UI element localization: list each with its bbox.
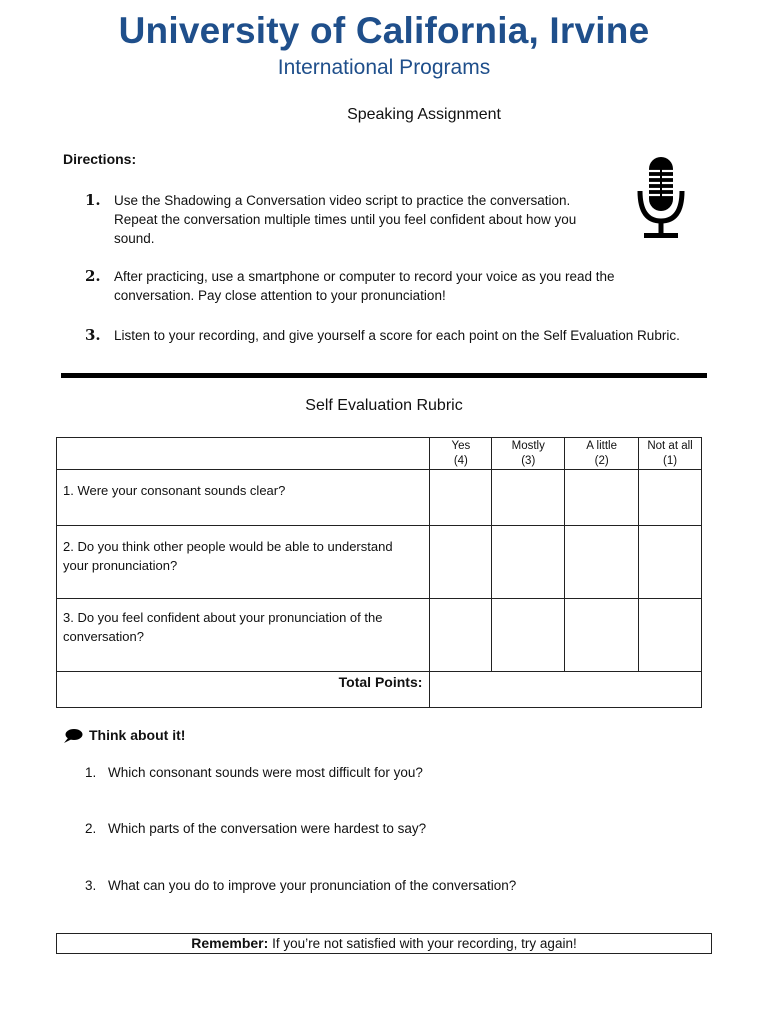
question-number: 3. <box>85 878 97 893</box>
remember-label: Remember: <box>191 935 269 951</box>
column-header-not-at-all <box>639 438 702 470</box>
score-cell-not-at-all[interactable] <box>639 599 702 672</box>
university-title: University of California, Irvine <box>118 10 650 51</box>
column-points: (4) <box>453 455 468 467</box>
rubric-table <box>56 437 702 708</box>
column-points: (1) <box>663 455 678 467</box>
step-text-line: Repeat the conversation multiple times until you feel confident about how you <box>114 212 577 227</box>
table-row <box>57 526 702 599</box>
question-line: 2. Do you think other people would be able to understand <box>63 539 393 554</box>
score-cell-not-at-all[interactable] <box>639 470 702 526</box>
step-number: 3. <box>85 326 101 344</box>
rubric-question <box>57 599 430 672</box>
question-line: 1. Were your consonant sounds clear? <box>63 483 286 498</box>
question-text: Which consonant sounds were most difficult for you? <box>108 765 423 780</box>
score-cell-a-little[interactable] <box>565 599 639 672</box>
step-text: Listen to your recording, and give yourself a score for each point on the Self Evaluation Rubric. <box>114 328 680 343</box>
rubric-question <box>57 526 430 599</box>
score-cell-yes[interactable] <box>430 599 492 672</box>
question-number: 1. <box>85 765 97 780</box>
remember-text: If you’re not satisfied with your recording, try again! <box>272 936 577 951</box>
column-label: Not at all <box>647 440 693 452</box>
section-divider <box>61 373 707 378</box>
total-points-field[interactable] <box>430 672 702 708</box>
column-header-yes <box>430 438 492 470</box>
speech-bubble-icon <box>63 728 83 744</box>
question-line: your pronunciation? <box>63 558 178 573</box>
rubric-question <box>57 470 430 526</box>
step-text-line: conversation. Pay close attention to your pronunciation! <box>114 288 446 303</box>
microphone-icon <box>634 155 688 243</box>
step-text <box>114 191 674 248</box>
score-cell-yes[interactable] <box>430 526 492 599</box>
step-text-line: Use the Shadowing a Conversation video script to practice the conversation. <box>114 193 571 208</box>
assignment-title: Speaking Assignment <box>347 106 501 123</box>
score-cell-a-little[interactable] <box>565 470 639 526</box>
question-line: conversation? <box>63 629 144 644</box>
rubric-title: Self Evaluation Rubric <box>305 397 463 414</box>
score-cell-a-little[interactable] <box>565 526 639 599</box>
department-subtitle: International Programs <box>277 56 491 79</box>
column-header-mostly <box>492 438 565 470</box>
step-number: 1. <box>85 191 101 209</box>
remember-box <box>56 933 712 954</box>
table-row <box>57 599 702 672</box>
rubric-header-row <box>57 438 702 470</box>
total-points-label: Total Points: <box>57 672 430 708</box>
think-heading: Think about it! <box>89 727 186 743</box>
question-number: 2. <box>85 821 97 836</box>
step-text-line: After practicing, use a smartphone or computer to record your voice as you read the <box>114 269 615 284</box>
table-row <box>57 470 702 526</box>
column-points: (2) <box>594 455 609 467</box>
column-label: Mostly <box>511 440 545 452</box>
score-cell-mostly[interactable] <box>492 599 565 672</box>
column-label: A little <box>586 440 617 452</box>
question-line: 3. Do you feel confident about your pronunciation of the <box>63 610 383 625</box>
question-text: Which parts of the conversation were hardest to say? <box>108 821 427 836</box>
score-cell-mostly[interactable] <box>492 526 565 599</box>
column-label: Yes <box>451 440 471 452</box>
question-text: What can you do to improve your pronunciation of the conversation? <box>108 878 517 893</box>
rubric-header-blank <box>57 438 430 470</box>
score-cell-mostly[interactable] <box>492 470 565 526</box>
score-cell-not-at-all[interactable] <box>639 526 702 599</box>
step-number: 2. <box>85 267 101 285</box>
score-cell-yes[interactable] <box>430 470 492 526</box>
step-text-line: sound. <box>114 231 155 246</box>
total-row <box>57 672 702 708</box>
column-header-a-little <box>565 438 639 470</box>
column-points: (3) <box>521 455 536 467</box>
step-text <box>114 267 694 305</box>
directions-heading: Directions: <box>63 151 137 167</box>
